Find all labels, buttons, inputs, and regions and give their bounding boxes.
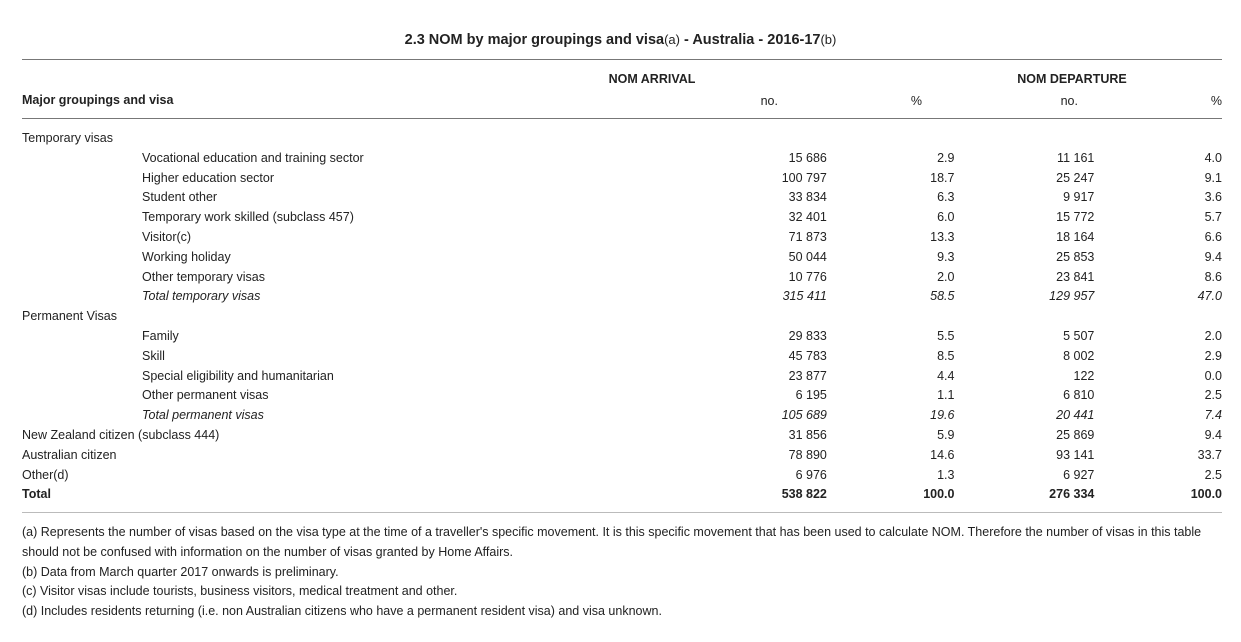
departure-no-cell [954,129,1094,149]
departure-pct-cell: 3.6 [1204,190,1222,205]
departure-no-cell [954,307,1094,327]
table-row [22,268,1222,288]
footnote-c: (c) Visitor visas include tourists, business visitors, medical treatment and other. [22,584,458,599]
arrival-no-cell: 538 822 [781,487,827,502]
top-rule [22,59,1222,60]
arrival-pct-cell: 6.3 [937,190,955,205]
header-rule [22,118,1222,119]
row-label: Vocational education and training sector [142,150,364,165]
total-row [22,485,1222,505]
departure-pct-unit: % [1210,94,1222,108]
arrival-no-cell: 315 411 [782,289,827,304]
row-label-header: Major groupings and visa [22,93,174,107]
arrival-no-cell: 71 873 [788,229,827,244]
arrival-pct-cell: 2.9 [937,150,955,165]
arrival-no-cell: 105 689 [781,408,827,423]
table-row [22,347,1222,367]
departure-no-cell: 8 002 [1063,348,1095,363]
arrival-pct-cell: 2.0 [937,269,955,284]
row-label[interactable]: Visitor(c) [142,229,192,244]
footnote-b: (b) Data from March quarter 2017 onwards is preliminary. [22,564,339,579]
departure-pct-cell [1094,129,1222,149]
arrival-no-unit: no. [760,94,778,108]
arrival-no-cell: 100 797 [781,170,827,185]
arrival-no-cell [653,307,827,327]
arrival-pct-cell: 1.1 [937,388,955,403]
arrival-pct-cell: 19.6 [930,408,955,423]
arrival-pct-cell [827,307,955,327]
row-label: Temporary visas [22,131,113,145]
departure-pct-cell: 9.4 [1204,427,1222,442]
table-row [22,327,1222,347]
nom-departure-header: NOM DEPARTURE [1017,72,1127,86]
footnote-rule [22,512,1222,513]
arrival-pct-cell: 13.3 [930,229,955,244]
departure-pct-cell: 2.9 [1204,348,1222,363]
arrival-pct-cell: 8.5 [937,348,955,363]
arrival-pct-cell: 5.9 [937,427,955,442]
arrival-no-cell: 10 776 [788,269,827,284]
departure-pct-cell: 5.7 [1204,210,1222,225]
departure-no-cell: 122 [1073,368,1095,383]
row-label: Permanent Visas [22,309,117,324]
arrival-pct-cell: 4.4 [937,368,955,383]
subtotal-row [22,287,1222,307]
departure-no-cell: 276 334 [1049,487,1095,502]
row-label: Total [22,487,51,502]
arrival-pct-cell: 58.5 [930,289,955,304]
row-label: Total temporary visas [142,289,261,304]
departure-no-cell: 129 957 [1049,289,1095,304]
row-label: Family [142,328,179,343]
arrival-no-cell: 33 834 [788,190,827,205]
arrival-pct-unit: % [910,94,922,108]
departure-pct-cell: 33.7 [1197,447,1222,462]
table-row [22,208,1222,228]
table-row [22,248,1222,268]
table-row [22,188,1222,208]
arrival-no-cell: 15 686 [788,150,827,165]
departure-no-cell: 11 161 [1057,150,1095,165]
departure-no-cell: 18 164 [1056,229,1095,244]
footnote-a: (a) Represents the number of visas based on the visa type at the time of a traveller's specific movement. It is this specific movement that has been used to calculate NOM. Therefore the number of visas in this table should not be confused with information on the number of visas granted by Home Affairs. [22,525,1202,559]
footnotes [22,523,1227,622]
departure-pct-cell: 47.0 [1197,289,1222,304]
table-row [22,169,1222,189]
arrival-no-cell: 31 856 [788,427,827,442]
departure-pct-cell: 9.1 [1204,170,1222,185]
row-label: Higher education sector [142,170,275,185]
table-title [0,32,1241,48]
departure-pct-cell: 6.6 [1204,229,1222,244]
arrival-no-cell: 32 401 [788,210,827,225]
arrival-no-cell: 78 890 [788,447,827,462]
table-row [22,149,1222,169]
departure-no-cell: 5 507 [1063,328,1095,343]
departure-no-cell: 9 917 [1063,190,1095,205]
subtotal-row [22,406,1222,426]
departure-pct-cell: 4.0 [1204,150,1222,165]
departure-no-cell: 6 927 [1063,467,1095,482]
departure-no-cell: 23 841 [1056,269,1095,284]
departure-pct-cell: 9.4 [1204,249,1222,264]
departure-pct-cell: 8.6 [1204,269,1222,284]
arrival-no-cell: 23 877 [788,368,827,383]
departure-pct-cell: 2.5 [1204,388,1222,403]
arrival-pct-cell: 100.0 [923,487,955,502]
arrival-pct-cell: 5.5 [937,328,955,343]
footnote-d: (d) Includes residents returning (i.e. non Australian citizens who have a permanent resident visa) and visa unknown. [22,604,662,619]
arrival-pct-cell: 9.3 [937,249,955,264]
arrival-no-cell: 50 044 [788,249,827,264]
departure-no-cell: 25 247 [1056,170,1095,185]
row-label: Australian citizen [22,447,117,462]
departure-no-cell: 15 772 [1056,210,1095,225]
departure-no-cell: 6 810 [1063,388,1095,403]
table-row [22,466,1222,486]
row-label: Special eligibility and humanitarian [142,368,334,383]
group-row [22,129,1222,149]
title-main: 2.3 NOM by major groupings and visa [404,32,665,48]
arrival-pct-cell: 14.6 [930,447,955,462]
row-label: Skill [142,348,165,363]
arrival-pct-cell: 1.3 [937,467,955,482]
arrival-pct-cell: 6.0 [937,210,955,225]
arrival-no-cell: 6 976 [795,467,827,482]
table-row [22,386,1222,406]
row-label[interactable]: Temporary work skilled (subclass 457) [142,210,354,225]
row-label: Total permanent visas [142,408,264,423]
title-footnote-a[interactable]: (a) [664,32,680,47]
row-label[interactable]: Other(d) [22,467,69,482]
arrival-pct-cell [827,129,955,149]
arrival-no-cell: 6 195 [795,388,827,403]
departure-no-cell: 93 141 [1056,447,1095,462]
departure-pct-cell: 7.4 [1204,408,1222,423]
departure-no-cell: 20 441 [1056,408,1095,423]
arrival-no-cell: 45 783 [788,348,827,363]
departure-no-cell: 25 853 [1056,249,1095,264]
row-label: Other permanent visas [142,388,269,403]
nom-arrival-header: NOM ARRIVAL [608,72,696,86]
row-label[interactable]: New Zealand citizen (subclass 444) [22,427,220,442]
departure-no-unit: no. [1060,94,1078,108]
title-footnote-b[interactable]: (b) [820,32,837,47]
departure-pct-cell: 2.0 [1204,328,1222,343]
row-label: Other temporary visas [142,269,265,284]
table-row [22,426,1222,446]
arrival-no-cell [653,129,827,149]
departure-pct-cell [1094,307,1222,327]
row-label: Student other [142,190,218,205]
group-row [22,307,1222,327]
departure-no-cell: 25 869 [1056,427,1095,442]
data-table [22,129,1222,505]
departure-pct-cell: 2.5 [1204,467,1222,482]
table-row [22,367,1222,387]
title-region-period: - Australia - 2016-17 [679,32,821,48]
table-row [22,446,1222,466]
table-row [22,228,1222,248]
row-label: Working holiday [142,249,231,264]
arrival-no-cell: 29 833 [788,328,827,343]
departure-pct-cell: 0.0 [1204,368,1222,383]
departure-pct-cell: 100.0 [1190,487,1222,502]
arrival-pct-cell: 18.7 [930,170,955,185]
